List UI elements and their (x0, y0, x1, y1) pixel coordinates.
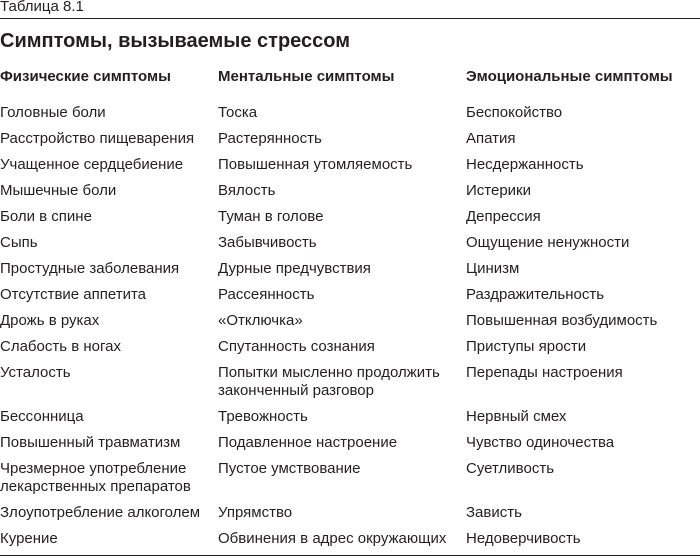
emotional-symptom-cell: Зависть (466, 504, 522, 521)
mental-symptom-cell: Забывчивость (218, 234, 317, 251)
mental-symptom-cell: «Отключка» (218, 312, 303, 329)
emotional-symptom-cell: Депрессия (466, 208, 541, 225)
emotional-symptom-cell: Раздражительность (466, 286, 605, 303)
physical-symptom-cell: Злоупотребление алкоголем (0, 504, 201, 521)
physical-symptom-cell: Отсутствие аппетита (0, 286, 147, 303)
mental-symptom-cell: Спутанность сознания (218, 338, 375, 355)
emotional-symptom-cell: Приступы ярости (466, 338, 587, 355)
table-row (0, 234, 700, 260)
physical-symptom-cell: Головные боли (0, 104, 106, 121)
emotional-symptom-cell: Повышенная возбудимость (466, 312, 658, 329)
emotional-symptom-cell: Истерики (466, 182, 531, 199)
column-header-mental: Ментальные симптомы (218, 68, 395, 85)
table-row (0, 156, 700, 182)
physical-symptom-cell: Чрезмерное употребление лекарственных препаратов (0, 460, 191, 495)
mental-symptom-cell: Дурные предчувствия (218, 260, 371, 277)
emotional-symptom-cell: Несдержанность (466, 156, 584, 173)
table-row (0, 408, 700, 434)
emotional-symptom-cell: Апатия (466, 130, 516, 147)
emotional-symptom-cell: Недоверчивость (466, 530, 581, 547)
table-row (0, 130, 700, 156)
physical-symptom-cell: Мышечные боли (0, 182, 117, 199)
table-row (0, 504, 700, 530)
symptoms-table-body (0, 104, 700, 556)
mental-symptom-cell: Упрямство (218, 504, 293, 521)
emotional-symptom-cell: Перепады настроения (466, 364, 623, 381)
table-row (0, 104, 700, 130)
table-row (0, 312, 700, 338)
physical-symptom-cell: Дрожь в руках (0, 312, 100, 329)
mental-symptom-cell: Пустое умствование (218, 460, 361, 477)
table-row (0, 434, 700, 460)
table-row (0, 260, 700, 286)
mental-symptom-cell: Повышенная утомляемость (218, 156, 413, 173)
physical-symptom-cell: Слабость в ногах (0, 338, 121, 355)
mental-symptom-cell: Подавленное настроение (218, 434, 398, 451)
mental-symptom-cell: Туман в голове (218, 208, 324, 225)
physical-symptom-cell: Учащенное сердцебиение (0, 156, 184, 173)
emotional-symptom-cell: Чувство одиночества (466, 434, 615, 451)
table-row (0, 208, 700, 234)
column-header-physical: Физические симптомы (0, 68, 171, 85)
emotional-symptom-cell: Суетливость (466, 460, 555, 477)
physical-symptom-cell: Расстройство пищеварения (0, 130, 195, 147)
mental-symptom-cell: Растерянность (218, 130, 322, 147)
mental-symptom-cell: Тревожность (218, 408, 308, 425)
mental-symptom-cell: Обвинения в адрес окружающих (218, 530, 447, 547)
emotional-symptom-cell: Цинизм (466, 260, 520, 277)
physical-symptom-cell: Повышенный травматизм (0, 434, 181, 451)
physical-symptom-cell: Простудные заболевания (0, 260, 180, 277)
mental-symptom-cell: Рассеянность (218, 286, 315, 303)
emotional-symptom-cell: Ощущение ненужности (466, 234, 630, 251)
physical-symptom-cell: Усталость (0, 364, 71, 381)
bottom-rule (0, 555, 700, 556)
physical-symptom-cell: Сыпь (0, 234, 38, 251)
table-title: Симптомы, вызываемые стрессом (0, 30, 351, 52)
physical-symptom-cell: Бессонница (0, 408, 84, 425)
physical-symptom-cell: Боли в спине (0, 208, 92, 225)
table-row (0, 338, 700, 364)
emotional-symptom-cell: Беспокойство (466, 104, 563, 121)
table-row (0, 364, 700, 408)
table-row (0, 286, 700, 312)
top-rule (0, 18, 700, 19)
mental-symptom-cell: Вялость (218, 182, 276, 199)
emotional-symptom-cell: Нервный смех (466, 408, 567, 425)
column-header-emotional: Эмоциональные симптомы (466, 68, 673, 85)
mental-symptom-cell: Попытки мысленно продолжить законченный разговор (218, 364, 440, 399)
table-row (0, 530, 700, 556)
mental-symptom-cell: Тоска (218, 104, 258, 121)
table-row (0, 182, 700, 208)
table-label: Таблица 8.1 (0, 0, 84, 15)
physical-symptom-cell: Курение (0, 530, 58, 547)
table-row (0, 460, 700, 504)
